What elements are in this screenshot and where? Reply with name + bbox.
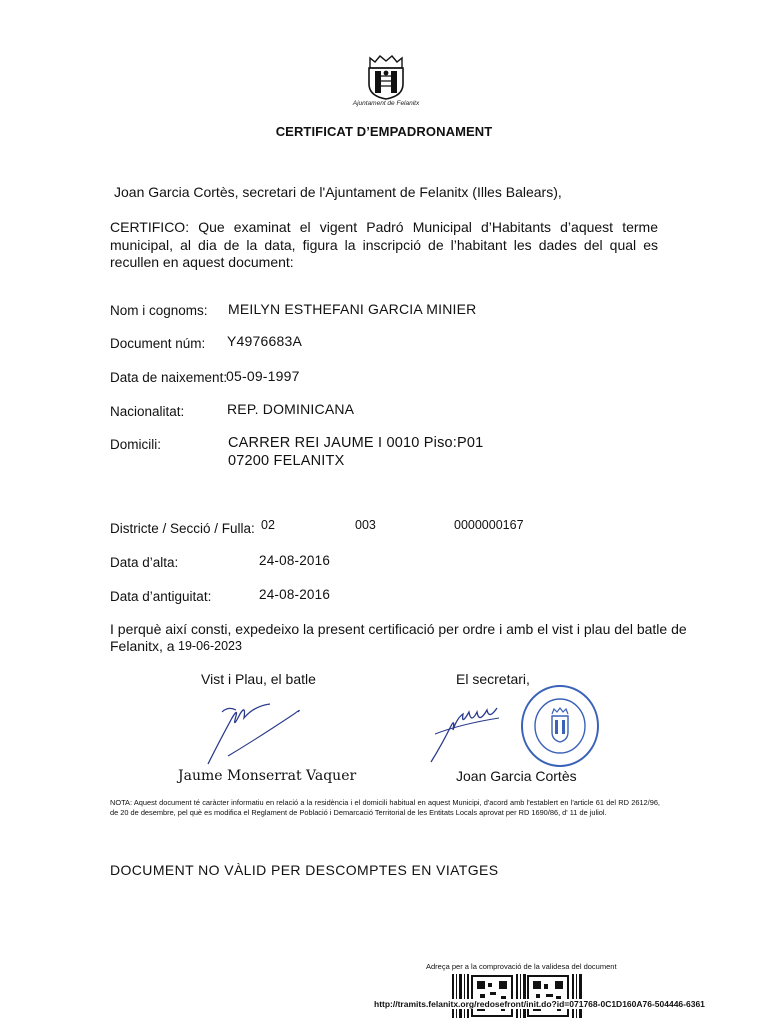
domicile-label: Domicili: <box>110 437 162 452</box>
right-signature-caption: El secretari, <box>456 671 530 687</box>
mayor-signature-icon <box>198 690 308 768</box>
crest-caption: Ajuntament de Felanitx <box>352 100 420 107</box>
birth-value: 05-09-1997 <box>226 368 300 384</box>
mayor-name: Jaume Monserrat Vaquer <box>178 768 357 784</box>
closing-line1: I perquè així consti, expedeixo la present certificació per ordre i amb el vist i plau del batle de <box>110 621 687 637</box>
barcode-icon <box>452 974 582 1018</box>
document-label: Document núm: <box>110 336 206 351</box>
verification-text: Adreça per a la comprovació de la validesa del document <box>426 962 617 971</box>
alta-value: 24-08-2016 <box>259 553 331 568</box>
antiguitat-label: Data d’antiguitat: <box>110 589 212 604</box>
sheet-value: 0000000167 <box>454 518 524 532</box>
closing-date: 19-06-2023 <box>178 639 242 653</box>
nota-paragraph: NOTA: Aquest document té caràcter informatiu en relació a la residència i el domicili habitual en aquest Municipi, d'acord amb l'establert en l'article 61 del RD 2612/96, de 20 de desembre, pel què es modifica el Reglament de Població i Demarcació Territorial de les Entitats Locals aprovat per RD 1690/86, d' 11 de juliol. <box>110 798 660 818</box>
left-signature-caption: Vist i Plau, el batle <box>201 671 316 687</box>
secretary-signature-icon <box>425 690 515 768</box>
alta-label: Data d’alta: <box>110 555 179 570</box>
secretary-name: Joan Garcia Cortès <box>456 768 577 784</box>
not-valid-notice: DOCUMENT NO VÀLID PER DESCOMPTES EN VIATGES <box>110 862 499 878</box>
verification-url[interactable]: http://tramits.felanitx.org/redosefront/init.do?id=071768-0C1D160A76-504446-6361 <box>374 999 705 1009</box>
document-title: CERTIFICAT D’EMPADRONAMENT <box>275 124 493 139</box>
certifico-paragraph: CERTIFICO: Que examinat el vigent Padró Municipal d’Habitants d’aquest terme municipal, al dia de la data, figura la inscripció de l’habitant les dades del qual es recullen en aquest document: <box>110 219 658 270</box>
closing-line2: Felanitx, a <box>110 638 175 654</box>
municipal-crest-icon <box>364 54 408 100</box>
birth-label: Data de naixement: <box>110 370 228 385</box>
antiguitat-value: 24-08-2016 <box>259 587 331 602</box>
name-value: MEILYN ESTHEFANI GARCIA MINIER <box>228 301 477 317</box>
domicile-line1: CARRER REI JAUME I 0010 Piso:P01 <box>228 435 484 451</box>
name-label: Nom i cognoms: <box>110 303 208 318</box>
district-value: 02 <box>261 518 275 532</box>
domicile-line2: 07200 FELANITX <box>228 453 345 469</box>
document-value: Y4976683A <box>227 333 302 349</box>
intro-line: Joan Garcia Cortès, secretari de l'Ajuntament de Felanitx (Illes Balears), <box>114 184 562 200</box>
district-label: Districte / Secció / Fulla: <box>110 521 255 536</box>
section-value: 003 <box>355 518 376 532</box>
secretary-stamp-icon <box>518 682 602 770</box>
nationality-label: Nacionalitat: <box>110 404 185 419</box>
nationality-value: REP. DOMINICANA <box>227 401 355 417</box>
